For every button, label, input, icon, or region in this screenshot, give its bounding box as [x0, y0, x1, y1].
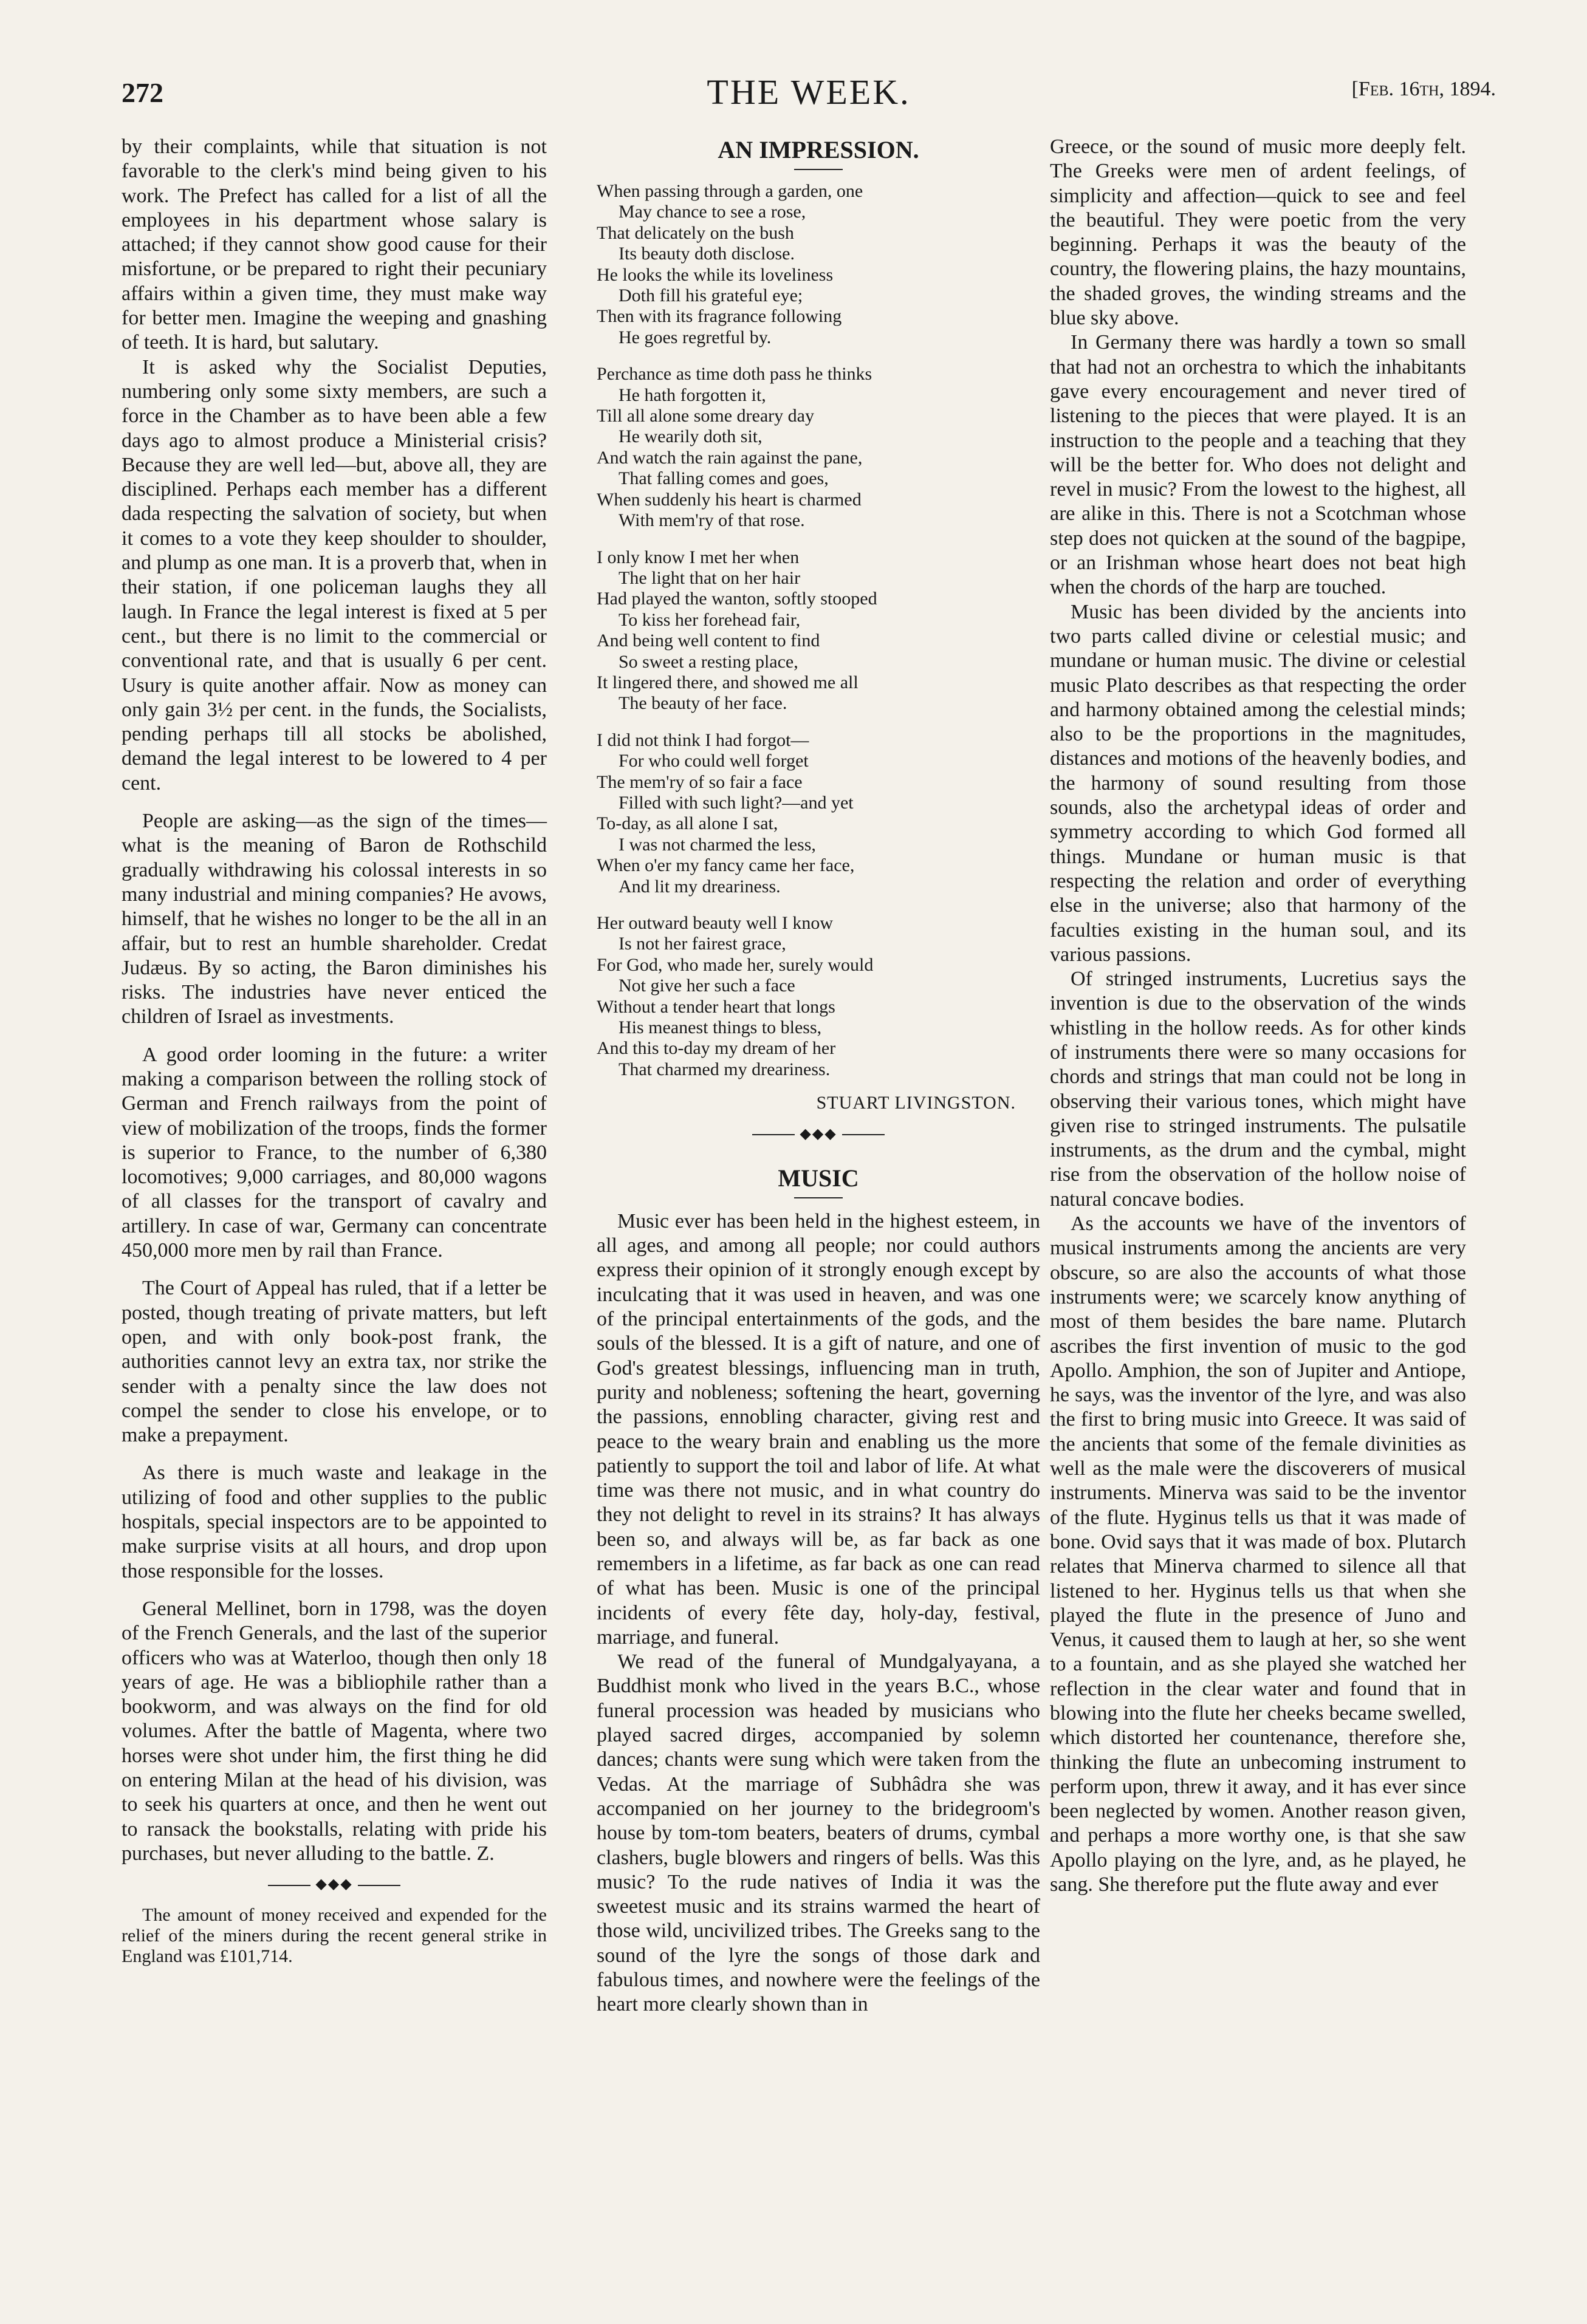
title-rule: [794, 1197, 843, 1198]
poem-line: And watch the rain against the pane,: [597, 447, 863, 468]
poem-line: Till all alone some dreary day: [597, 406, 814, 426]
article-paragraph: Music ever has been held in the highest esteem, in all ages, and among all people; nor could authors express their opinion of it strongly enough except by inculcating that it was used in heaven, and was one of the principal entertainments of the gods, and the souls of the blessed. It is a gift of nature, and one of God's greatest blessings, influencing man in truth, purity and nobleness; softening the heart, governing the passions, ennobling character, giving rest and peace to the weary brain and enabling us the more patiently to support the toil and labor of life. At what time was there not music, and in what country do they not delight to revel in its strains? It has always been so, and always will be, as far back as one remembers in a lifetime, as far back as one can read of what has been. Music is one of the principal incidents of every fête day, holy-day, festival, marriage, and funeral.: [597, 1209, 1040, 1649]
article-paragraph: Of stringed instruments, Lucretius says the invention is due to the observation of the winds whistling in the hollow reeds. As for other kinds of instruments there were so many occasions for chords and strings that man could not be long in observing their various tones, which might have given rise to stringed instruments. The pulsatile instruments, as the drum and the cymbal, might rise from the observation of the hollow noise of natural concave bodies.: [1050, 968, 1466, 1211]
article-paragraph: We read of the funeral of Mundgalyayana, a Buddhist monk who lived in the years B.C., whose funeral procession was headed by musicians who played sacred dirges, accompanied by solemn dances; chants were sung which were taken from the Vedas. At the marriage of Subhâdra she was accompanied on her journey to the bridegroom's house by tom-tom beaters, beaters of drums, cymbal clashers, bugle blowers and ringers of bells. Was this music? To the rude natives of India it was the sweetest music and its strains warmed the heart of those wild, uncivilized tribes. The Greeks sang to the sound of the lyre the songs of those dark and fabulous times, and nowhere were the feelings of the heart more clearly shown than in: [597, 1650, 1040, 2016]
column-middle: [597, 135, 1040, 2233]
poem-line: Her outward beauty well I know: [597, 913, 834, 933]
poem-line: When suddenly his heart is charmed: [597, 489, 862, 510]
poem-line: He looks the while its loveliness: [597, 264, 834, 285]
column-right: [1050, 135, 1466, 2233]
poem-line: He wearily doth sit,: [619, 426, 763, 447]
poem-line: His meanest things to bless,: [619, 1017, 822, 1038]
poem-line: I only know I met her when: [597, 547, 800, 567]
music-article: [597, 1209, 1040, 2017]
section-divider: ◆◆◆: [597, 1122, 1040, 1146]
poem-line: He hath forgotten it,: [619, 384, 766, 405]
poem-line: Had played the wanton, softly stooped: [597, 589, 877, 609]
poem-line: And being well content to find: [597, 631, 820, 651]
poem-author: STUART LIVINGSTON.: [816, 1093, 1016, 1113]
poem-line: For who could well forget: [619, 751, 809, 771]
poem-stanza: [597, 364, 1040, 531]
article-paragraph: Greece, or the sound of music more deeply felt. The Greeks were men of ardent feelings, of simplicity and affection—quick to see and feel the beautiful. They were poetic from the very beginning. Perhaps it was the beauty of the country, the flowering plains, the hazy mountains, the shaded groves, the winding streams and the blue sky above.: [1050, 135, 1466, 330]
page-number: 272: [122, 77, 163, 108]
poem-line: I did not think I had forgot—: [597, 730, 809, 750]
poem-line: I was not charmed the less,: [619, 834, 816, 855]
poem-line: Then with its fragrance following: [597, 306, 842, 327]
poem-body: [597, 181, 1040, 1080]
poem-line: That delicately on the bush: [597, 222, 794, 243]
poem-line: Filled with such light?—and yet: [619, 792, 854, 813]
poem-line: Its beauty doth disclose.: [619, 244, 795, 264]
poem-line: He goes regretful by.: [619, 327, 772, 347]
article-paragraph: As there is much waste and leakage in the utilizing of food and other supplies to the public hospitals, special inspectors are to be appointed to make surprise visits at all hours, and drop upon those responsible for the losses.: [122, 1461, 547, 1582]
poem-line: The mem'ry of so fair a face: [597, 771, 803, 792]
poem-line: When o'er my fancy came her face,: [597, 855, 855, 876]
poem-line: To-day, as all alone I sat,: [597, 813, 778, 834]
poem-line: It lingered there, and showed me all: [597, 672, 859, 692]
title-rule: [794, 169, 843, 170]
section-divider: ◆◆◆: [122, 1872, 547, 1896]
article-paragraph: It is asked why the Socialist Deputies, numbering only some sixty members, are such a force in the Chamber as to have been able a few days ago to almost produce a Ministerial crisis? Because they are well led—but, above all, they are disciplined. Perhaps each member has a different dada respecting the salvation of society, but when it comes to a vote they keep shoulder to shoulder, and plump as one man. It is a proverb that, when in their station, if one policeman laughs they all laugh. In France the legal interest is fixed at 5 per cent., but there is no limit to the commercial or conventional rate, and that is usually 6 per cent. Usury is quite another affair. Now as money can only gain 3½ per cent. in the funds, the Socialists, pending perhaps till all stocks be abolished, demand the legal interest to be lowered to 4 per cent.: [122, 355, 547, 795]
article-paragraph: In Germany there was hardly a town so small that had not an orchestra to which the inhabitants gave every encouragement and never tired of listening to the pieces that were played. It is an instruction to the people and a teaching that they will be the better for. Who does not delight and revel in music? From the lowest to the highest, all are alike in this. There is not a Scotchman whose step does not quicken at the sound of the bagpipe, or an Irishman whose heart does not beat high when the chords of the harp are touched.: [1050, 331, 1466, 599]
poem-line: Not give her such a face: [619, 976, 795, 996]
article-paragraph: General Mellinet, born in 1798, was the doyen of the French Generals, and the last of the superior officers who was at Waterloo, though then only 18 years of age. He was a bibliophile rather than a bookworm, and was always on the find for old volumes. After the battle of Magenta, where two horses were shot under him, the first thing he did on entering Milan at the head of his division, was to seek his quarters at once, and then he went out to ransack the bookstalls, relating with pride his purchases, but never alluding to the battle. Z.: [122, 1597, 547, 1865]
poem-line: With mem'ry of that rose.: [619, 510, 805, 531]
poem-line: So sweet a resting place,: [619, 651, 798, 672]
poem-line: The light that on her hair: [619, 567, 801, 588]
article-paragraph: A good order looming in the future: a writer making a comparison between the rolling stock of German and French railways from the point of view of mobilization of the troops, finds the former is superior to France, to the number of 6,380 locomotives; 9,000 carriages, and 80,000 wagons of all classes for the transport of cavalry and artillery. In case of war, Germany can concentrate 450,000 more men by rail than France.: [122, 1043, 547, 1262]
poem-stanza: [597, 181, 1040, 348]
poem-line: Is not her fairest grace,: [619, 934, 786, 954]
poem-stanza: [597, 547, 1040, 714]
poem-line: Perchance as time doth pass he thinks: [597, 364, 872, 384]
page-header: [122, 72, 1496, 126]
poem-line: When passing through a garden, one: [597, 181, 863, 201]
poem-line: The beauty of her face.: [619, 693, 787, 714]
journal-title: THE WEEK.: [707, 72, 911, 112]
article-paragraph: by their complaints, while that situation is not favorable to the clerk's mind being given to his work. The Prefect has called for a list of all the employees in his department whose salary is attached; if they cannot show good cause for their misfortune, or be prepared to right their pecuniary affairs within a given time, they must make way for better men. Imagine the weeping and gnashing of teeth. It is hard, but salutary.: [122, 135, 547, 354]
article-paragraph: Music has been divided by the ancients into two parts called divine or celestial music; and mundane or human music. The divine or celestial music Plato describes as that respecting the order and harmony obtained among the celestial minds; also to be the proportions in the magnitudes, distances and motions of the heavenly bodies, and the harmony of sound resulting from those sounds, also the archetypal ideas of order and symmetry according to which God formed all things. Mundane or human music is that respecting the relation and order of everything else in the universe; also that harmony of the faculties existing in the human soul, and its various passions.: [1050, 600, 1466, 966]
poem-line: May chance to see a rose,: [619, 202, 806, 222]
poem-line: For God, who made her, surely would: [597, 954, 874, 975]
poem-title: AN IMPRESSION.: [718, 136, 919, 163]
poem-stanza: [597, 913, 1040, 1080]
poem-line: That charmed my dreariness.: [619, 1059, 831, 1079]
music-title: MUSIC: [778, 1164, 859, 1192]
miners-relief-note: The amount of money received and expended for the relief of the miners during the recent general strike in England was £101,714.: [122, 1905, 547, 1967]
poem-line: Without a tender heart that longs: [597, 996, 835, 1017]
column-left: [122, 135, 547, 2233]
poem-line: Doth fill his grateful eye;: [619, 285, 803, 306]
issue-date: [Feb. 16th, 1894.: [1351, 78, 1496, 100]
poem-line: And this to-day my dream of her: [597, 1038, 836, 1059]
poem-line: And lit my dreariness.: [619, 876, 781, 897]
poem-line: That falling comes and goes,: [619, 468, 829, 489]
article-paragraph: People are asking—as the sign of the times—what is the meaning of Baron de Rothschild gradually withdrawing his colossal interests in so many industrial and mining companies? He avows, himself, that he wishes no longer to be the all in an affair, but to rest an humble shareholder. Credat Judæus. By so acting, the Baron diminishes his risks. The industries have never enticed the children of Israel as investments.: [122, 810, 547, 1028]
article-paragraph: The Court of Appeal has ruled, that if a letter be posted, though treating of private matters, but left open, and with only book-post frank, the authorities cannot levy an extra tax, nor strike the sender with a penalty since the law does not compel the sender to close his envelope, or to make a prepayment.: [122, 1277, 547, 1447]
poem-stanza: [597, 730, 1040, 897]
article-paragraph: As the accounts we have of the inventors of musical instruments among the ancients are very obscure, so are also the accounts of what those instruments were; we scarcely know anything of most of them besides the bare name. Plutarch ascribes the first invention of music to the god Apollo. Amphion, the son of Jupiter and Antiope, he says, was the inventor of the lyre, and was also the first to bring music into Greece. It was said of the ancients that some of the female divinities as well as the male were the discoverers of musical instruments. Minerva was said to be the inventor of the flute. Hyginus tells us that it was made of bone. Ovid says that it was made of box. Plutarch relates that Minerva charmed to silence all that listened to her. Hyginus tells us that when she played the flute in the presence of Juno and Venus, it caused them to laugh at her, so she went to a fountain, and as she played she watched her reflection in the clear water and found that in blowing into the flute her cheeks became swelled, which distorted her countenance, therefore she, thinking the flute an unbecoming instrument to perform upon, threw it away, and it has ever since been neglected by women. Another reason given, and perhaps a more worthy one, is that she saw Apollo playing on the lyre, and, as he played, he sang. She therefore put the flute away and ever: [1050, 1212, 1466, 1896]
poem-line: To kiss her forehead fair,: [619, 609, 801, 630]
